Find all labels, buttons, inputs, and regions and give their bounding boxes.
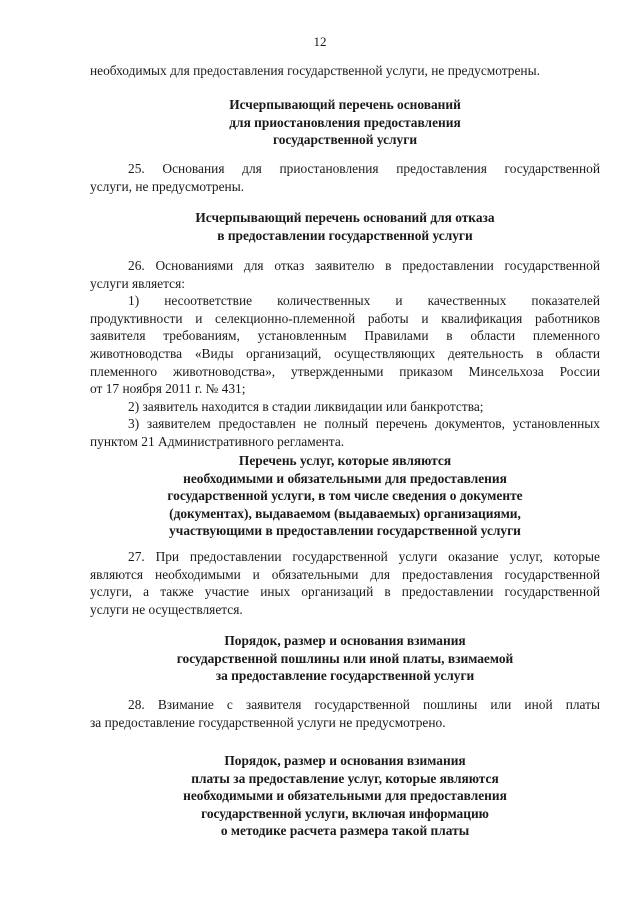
text-line: 27. При предоставлении государственной услуги оказание услуг, которые [128, 549, 600, 564]
heading-line: государственной услуги [272, 132, 418, 148]
list-item-line: продуктивности и селекционно-племенной работы и квалификация работников [90, 310, 600, 326]
text-line: услуги, а также участие иных организаций в предоставлении государственной [90, 584, 600, 600]
heading-line: (документах), выдаваемом (выдаваемых) организациями, [169, 505, 521, 521]
heading-line: о методике расчета размера такой платы [220, 823, 470, 839]
text-line: 28. Взимание с заявителя государственной пошлины или иной платы [128, 697, 600, 712]
heading-line: Перечень услуг, которые являются [238, 453, 452, 468]
list-item-line: 2) заявитель находится в стадии ликвидации или банкротства; [128, 398, 484, 414]
heading-line: для приостановления предоставления [229, 114, 461, 130]
list-item-line: 3) заявителем предоставлен не полный перечень документов, установленных [128, 416, 600, 432]
heading-line: за предоставление государственной услуги [215, 668, 475, 684]
text-line: услуги, не предусмотрены. [90, 178, 245, 194]
heading-line: государственной услуги, включая информацию [201, 805, 489, 821]
heading-fee-methodology [90, 752, 600, 840]
list-item-line: заявителя требованиям, установленным Правилами в области племенного [90, 328, 600, 344]
paragraph-26 [90, 257, 600, 451]
heading-line: Порядок, размер и основания взимания [224, 633, 466, 648]
heading-state-fee [90, 632, 600, 685]
heading-line: необходимыми и обязательными для предоставления [183, 788, 507, 804]
paragraph-25 [90, 160, 600, 195]
heading-line: участвующими в предоставлении государственной услуги [169, 523, 521, 539]
intro-paragraph [90, 62, 600, 80]
text-line: за предоставление государственной услуги не предусмотрено. [90, 714, 446, 730]
list-item-line: пунктом 21 Административного регламента. [90, 433, 345, 449]
text-line: необходимых для предоставления государственной услуги, не предусмотрены. [90, 63, 540, 78]
list-item-line: от 17 ноября 2011 г. № 431; [90, 381, 246, 397]
heading-line: в предоставлении государственной услуги [217, 227, 473, 243]
paragraph-28 [90, 696, 600, 731]
heading-suspension-grounds [90, 96, 600, 149]
heading-line: Порядок, размер и основания взимания [224, 753, 466, 768]
heading-line: государственной услуги, в том числе сведения о документе [167, 488, 523, 504]
heading-line: необходимыми и обязательными для предоставления [183, 470, 507, 486]
paragraph-27 [90, 548, 600, 618]
heading-refusal-grounds [90, 209, 600, 244]
heading-required-services [90, 452, 600, 540]
text-line: 25. Основания для приостановления предоставления государственной [128, 161, 600, 176]
heading-line: Исчерпывающий перечень оснований [229, 97, 461, 112]
heading-line: платы за предоставление услуг, которые являются [191, 770, 499, 786]
page-number: 12 [313, 34, 327, 49]
text-line: 26. Основаниями для отказ заявителю в предоставлении государственной [128, 258, 600, 273]
text-line: услуги не осуществляется. [90, 601, 243, 617]
text-line: услуги является: [90, 275, 185, 291]
heading-line: Исчерпывающий перечень оснований для отказа [195, 210, 495, 225]
list-item-line: племенного животноводства», утвержденными приказом Минсельхоза России [90, 363, 600, 379]
text-line: являются необходимыми и обязательными для предоставления государственной [90, 566, 600, 582]
list-item-line: животноводства «Виды организаций, осуществляющих деятельность в области [90, 345, 600, 361]
heading-line: государственной пошлины или иной платы, взимаемой [176, 650, 514, 666]
list-item-line: 1) несоответствие количественных и качественных показателей [128, 293, 600, 309]
